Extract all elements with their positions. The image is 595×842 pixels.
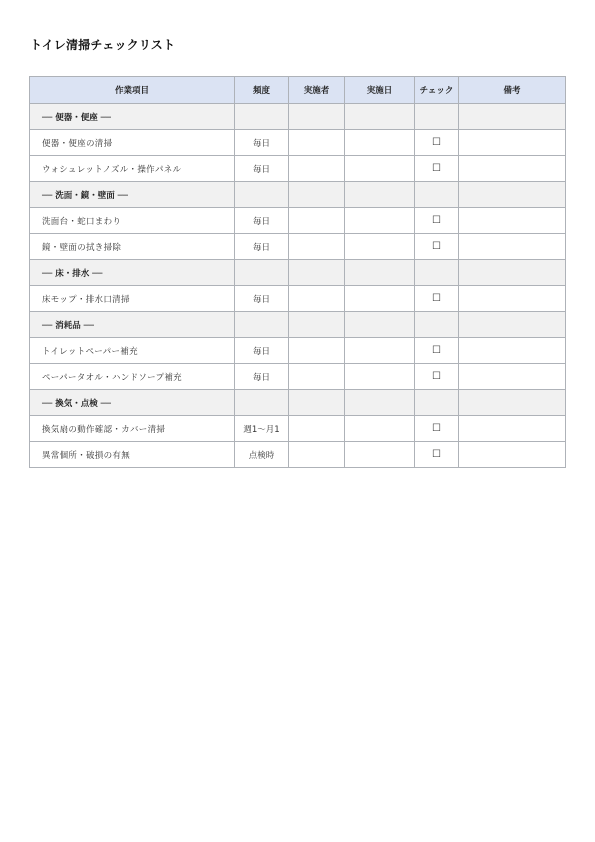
- date-cell[interactable]: [345, 130, 415, 156]
- checkbox[interactable]: ☐: [415, 234, 459, 260]
- task-name: 鏡・壁面の拭き掃除: [30, 234, 235, 260]
- section-label: ── 床・排水 ──: [30, 260, 235, 286]
- empty-cell: [289, 182, 345, 208]
- table-header-row: [30, 77, 566, 104]
- notes-cell[interactable]: [459, 156, 566, 182]
- empty-cell: [459, 312, 566, 338]
- header-performer: 実施者: [289, 77, 345, 104]
- section-row: [30, 312, 566, 338]
- checkbox[interactable]: ☐: [415, 442, 459, 468]
- frequency-cell: 毎日: [235, 234, 289, 260]
- task-name: 異常個所・破損の有無: [30, 442, 235, 468]
- empty-cell: [459, 390, 566, 416]
- empty-cell: [235, 390, 289, 416]
- header-frequency: 頻度: [235, 77, 289, 104]
- performer-cell[interactable]: [289, 338, 345, 364]
- notes-cell[interactable]: [459, 130, 566, 156]
- performer-cell[interactable]: [289, 286, 345, 312]
- checkbox[interactable]: ☐: [415, 208, 459, 234]
- notes-cell[interactable]: [459, 416, 566, 442]
- empty-cell: [289, 104, 345, 130]
- section-row: [30, 390, 566, 416]
- checkbox[interactable]: ☐: [415, 338, 459, 364]
- empty-cell: [415, 104, 459, 130]
- date-cell[interactable]: [345, 234, 415, 260]
- date-cell[interactable]: [345, 156, 415, 182]
- empty-cell: [415, 182, 459, 208]
- table-row: [30, 130, 566, 156]
- section-label: ── 消耗品 ──: [30, 312, 235, 338]
- empty-cell: [235, 104, 289, 130]
- header-check: チェック: [415, 77, 459, 104]
- performer-cell[interactable]: [289, 364, 345, 390]
- frequency-cell: 週1〜月1: [235, 416, 289, 442]
- empty-cell: [289, 390, 345, 416]
- task-name: ウォシュレットノズル・操作パネル: [30, 156, 235, 182]
- table-row: [30, 442, 566, 468]
- notes-cell[interactable]: [459, 208, 566, 234]
- frequency-cell: 毎日: [235, 338, 289, 364]
- section-row: [30, 104, 566, 130]
- frequency-cell: 毎日: [235, 286, 289, 312]
- empty-cell: [289, 312, 345, 338]
- date-cell[interactable]: [345, 286, 415, 312]
- performer-cell[interactable]: [289, 208, 345, 234]
- date-cell[interactable]: [345, 208, 415, 234]
- table-row: [30, 156, 566, 182]
- empty-cell: [415, 312, 459, 338]
- empty-cell: [235, 260, 289, 286]
- section-label: ── 便器・便座 ──: [30, 104, 235, 130]
- notes-cell[interactable]: [459, 442, 566, 468]
- task-name: 換気扇の動作確認・カバー清掃: [30, 416, 235, 442]
- empty-cell: [459, 104, 566, 130]
- performer-cell[interactable]: [289, 130, 345, 156]
- section-label: ── 換気・点検 ──: [30, 390, 235, 416]
- checkbox[interactable]: ☐: [415, 416, 459, 442]
- task-name: ペーパータオル・ハンドソープ補充: [30, 364, 235, 390]
- empty-cell: [345, 390, 415, 416]
- empty-cell: [415, 260, 459, 286]
- performer-cell[interactable]: [289, 416, 345, 442]
- date-cell[interactable]: [345, 416, 415, 442]
- date-cell[interactable]: [345, 338, 415, 364]
- section-row: [30, 260, 566, 286]
- task-name: トイレットペーパー補充: [30, 338, 235, 364]
- task-name: 洗面台・蛇口まわり: [30, 208, 235, 234]
- frequency-cell: 毎日: [235, 364, 289, 390]
- checkbox[interactable]: ☐: [415, 156, 459, 182]
- empty-cell: [415, 390, 459, 416]
- header-date: 実施日: [345, 77, 415, 104]
- empty-cell: [235, 182, 289, 208]
- empty-cell: [345, 104, 415, 130]
- notes-cell[interactable]: [459, 364, 566, 390]
- empty-cell: [459, 260, 566, 286]
- cleaning-checklist-table: [29, 76, 566, 468]
- checkbox[interactable]: ☐: [415, 364, 459, 390]
- notes-cell[interactable]: [459, 234, 566, 260]
- performer-cell[interactable]: [289, 156, 345, 182]
- empty-cell: [235, 312, 289, 338]
- empty-cell: [345, 260, 415, 286]
- section-label: ── 洗面・鏡・壁面 ──: [30, 182, 235, 208]
- frequency-cell: 点検時: [235, 442, 289, 468]
- page-title: トイレ清掃チェックリスト: [30, 38, 176, 52]
- section-row: [30, 182, 566, 208]
- performer-cell[interactable]: [289, 234, 345, 260]
- frequency-cell: 毎日: [235, 208, 289, 234]
- checkbox[interactable]: ☐: [415, 130, 459, 156]
- header-notes: 備考: [459, 77, 566, 104]
- frequency-cell: 毎日: [235, 156, 289, 182]
- notes-cell[interactable]: [459, 338, 566, 364]
- empty-cell: [459, 182, 566, 208]
- header-task: 作業項目: [30, 77, 235, 104]
- task-name: 床モップ・排水口清掃: [30, 286, 235, 312]
- checkbox[interactable]: ☐: [415, 286, 459, 312]
- notes-cell[interactable]: [459, 286, 566, 312]
- table-row: [30, 416, 566, 442]
- empty-cell: [345, 312, 415, 338]
- performer-cell[interactable]: [289, 442, 345, 468]
- date-cell[interactable]: [345, 364, 415, 390]
- table-row: [30, 338, 566, 364]
- table-row: [30, 208, 566, 234]
- table-row: [30, 234, 566, 260]
- empty-cell: [345, 182, 415, 208]
- table-row: [30, 286, 566, 312]
- task-name: 便器・便座の清掃: [30, 130, 235, 156]
- frequency-cell: 毎日: [235, 130, 289, 156]
- empty-cell: [289, 260, 345, 286]
- date-cell[interactable]: [345, 442, 415, 468]
- table-row: [30, 364, 566, 390]
